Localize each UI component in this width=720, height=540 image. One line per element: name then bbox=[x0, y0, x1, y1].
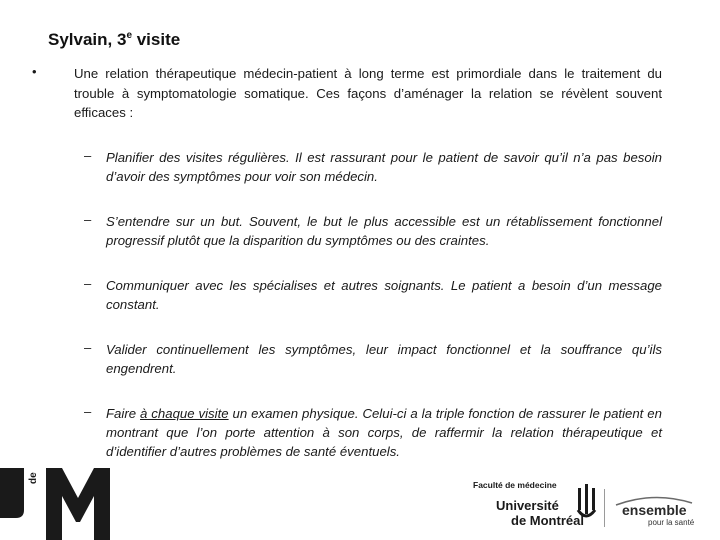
title-superscript: e bbox=[126, 30, 132, 41]
sub-item-text: S’entendre sur un but. Souvent, le but le plus accessible est un rétablissement fonctionnel progressif plutôt que la disparition du symptômes ou des craintes. bbox=[106, 214, 662, 248]
dash: – bbox=[84, 276, 92, 291]
dash: – bbox=[84, 340, 92, 355]
slide-title: Sylvain, 3e visite bbox=[48, 30, 181, 49]
underlined-phrase: à chaque visite bbox=[140, 406, 229, 421]
dash: – bbox=[84, 212, 92, 227]
bullet-dot: • bbox=[32, 64, 37, 79]
sub-item-text: Communiquer avec les spécialises et autres soignants. Le patient a besoin d’un message constant. bbox=[106, 278, 662, 312]
faculty-label: Faculté de médecine bbox=[473, 480, 557, 490]
university-name-line2: de Montréal bbox=[511, 513, 584, 528]
um-logo-de: de bbox=[28, 472, 39, 484]
dash: – bbox=[84, 404, 92, 419]
footer-divider bbox=[604, 489, 605, 527]
sub-item-text: Faire à chaque visite un examen physique. Celui-ci a la triple fonction de rassurer le patient en montrant que l’on porte attention à son corps, de raffermir la relation thérapeutique et d’identifier d’autres problèmes de santé éventuels. bbox=[106, 406, 662, 459]
university-name-line1: Université bbox=[496, 498, 559, 513]
udem-emblem-icon bbox=[576, 482, 598, 526]
main-bullet-text: Une relation thérapeutique médecin-patient à long terme est primordiale dans le traitement du trouble à symptomatologie somatique. Ces façons d’aménager la relation se révèlent souvent efficaces : bbox=[74, 66, 662, 120]
um-logo bbox=[0, 466, 120, 540]
dash: – bbox=[84, 148, 92, 163]
sub-item-text: Planifier des visites régulières. Il est rassurant pour le patient de savoir qu’il n’a pas besoin d’avoir des symptômes pour voir son médecin. bbox=[106, 150, 662, 184]
sub-item-text: Valider continuellement les symptômes, leur impact fonctionnel et la souffrance qu’ils engendrent. bbox=[106, 342, 662, 376]
pour-la-sante-text: pour la santé bbox=[648, 518, 695, 527]
ensemble-logo-text: ensemble bbox=[622, 502, 687, 518]
